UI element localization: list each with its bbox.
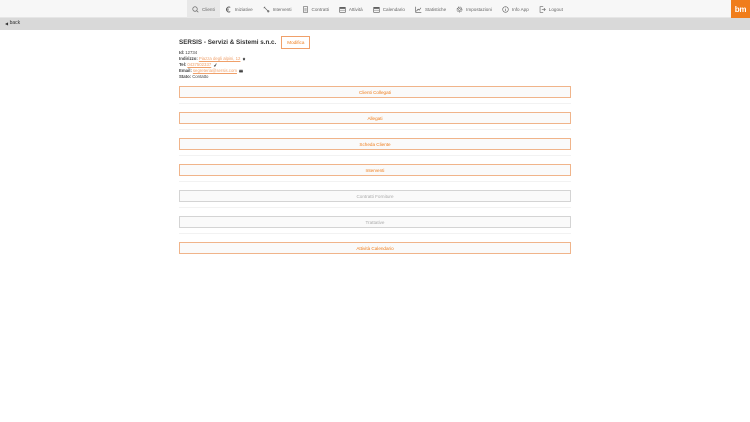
field-label: Id: bbox=[179, 50, 185, 55]
nav-label: Info App bbox=[511, 6, 529, 12]
phone-link[interactable]: 0437502337 bbox=[187, 62, 212, 68]
section-buttons bbox=[179, 86, 571, 254]
wrench-icon bbox=[263, 6, 270, 13]
back-label: back bbox=[9, 20, 21, 26]
trattative-button[interactable]: Trattative bbox=[179, 216, 571, 228]
nav-label: Contratti bbox=[311, 6, 329, 12]
map-marker-icon bbox=[242, 57, 246, 61]
brand-logo[interactable]: bm bbox=[731, 0, 750, 18]
divider bbox=[179, 150, 571, 164]
nav-label: Clienti bbox=[202, 6, 215, 12]
nav-item-calendario[interactable] bbox=[368, 0, 410, 18]
nav-item-statistiche[interactable] bbox=[410, 0, 451, 18]
id-value: 12734 bbox=[185, 50, 198, 55]
info-icon bbox=[502, 6, 509, 13]
nav-item-contratti[interactable] bbox=[297, 0, 334, 18]
nav-item-logout[interactable] bbox=[534, 0, 568, 18]
calendar-icon bbox=[339, 6, 346, 13]
field-label: Stato: bbox=[179, 74, 192, 80]
field-status bbox=[179, 74, 571, 80]
client-details bbox=[179, 35, 571, 80]
email-link[interactable]: segreteria@sersis.com bbox=[192, 68, 237, 74]
chevron-left-icon: ◀ bbox=[5, 20, 9, 26]
search-icon bbox=[192, 6, 199, 13]
status-value: Contatto bbox=[192, 74, 209, 80]
divider bbox=[179, 202, 571, 216]
back-link[interactable] bbox=[5, 20, 20, 26]
clienti-collegati-button[interactable]: Clienti Collegati bbox=[179, 86, 571, 98]
allegati-button[interactable]: Allegati bbox=[179, 112, 571, 124]
nav-label: Attività bbox=[348, 6, 363, 12]
nav-label: Iniziative bbox=[234, 6, 253, 12]
nav-item-iniziative[interactable] bbox=[220, 0, 258, 18]
euro-icon bbox=[225, 6, 232, 13]
gear-icon bbox=[456, 6, 463, 13]
interventi-button[interactable]: Interventi bbox=[179, 164, 571, 176]
nav-label: Impostazioni bbox=[466, 6, 492, 12]
divider bbox=[179, 228, 571, 242]
divider bbox=[179, 176, 571, 190]
nav-label: Logout bbox=[548, 6, 563, 12]
phone-icon bbox=[213, 63, 217, 67]
nav-label: Interventi bbox=[272, 6, 292, 12]
nav-item-interventi[interactable] bbox=[258, 0, 297, 18]
page-title: SERSIS - Servizi & Sistemi s.n.c. bbox=[179, 38, 277, 46]
nav-item-attivita[interactable] bbox=[334, 0, 368, 18]
chart-icon bbox=[415, 6, 422, 13]
edit-button[interactable]: Modifica bbox=[281, 36, 310, 49]
nav-item-clienti[interactable] bbox=[187, 0, 220, 18]
calendar-icon bbox=[373, 6, 380, 13]
top-navbar bbox=[0, 0, 750, 18]
address-link[interactable]: Piazza degli alpini, 12 bbox=[198, 56, 241, 62]
divider bbox=[179, 124, 571, 138]
main-nav bbox=[187, 0, 568, 18]
nav-label: Calendario bbox=[382, 6, 405, 12]
nav-label: Statistiche bbox=[424, 6, 447, 12]
field-label: Indirizzo: bbox=[179, 56, 198, 62]
contratti-forniture-button[interactable]: Contratti Forniture bbox=[179, 190, 571, 202]
attivita-calendario-button[interactable]: Attività Calendario bbox=[179, 242, 571, 254]
logout-icon bbox=[539, 6, 546, 13]
field-label: Tel: bbox=[179, 62, 187, 68]
field-label: Email: bbox=[179, 68, 192, 74]
nav-item-impostazioni[interactable] bbox=[451, 0, 497, 18]
sub-toolbar bbox=[0, 18, 750, 30]
divider bbox=[179, 98, 571, 112]
envelope-icon bbox=[239, 69, 243, 73]
scheda-cliente-button[interactable]: Scheda Cliente bbox=[179, 138, 571, 150]
document-icon bbox=[302, 6, 309, 13]
nav-item-info-app[interactable] bbox=[497, 0, 534, 18]
title-row bbox=[179, 35, 571, 49]
